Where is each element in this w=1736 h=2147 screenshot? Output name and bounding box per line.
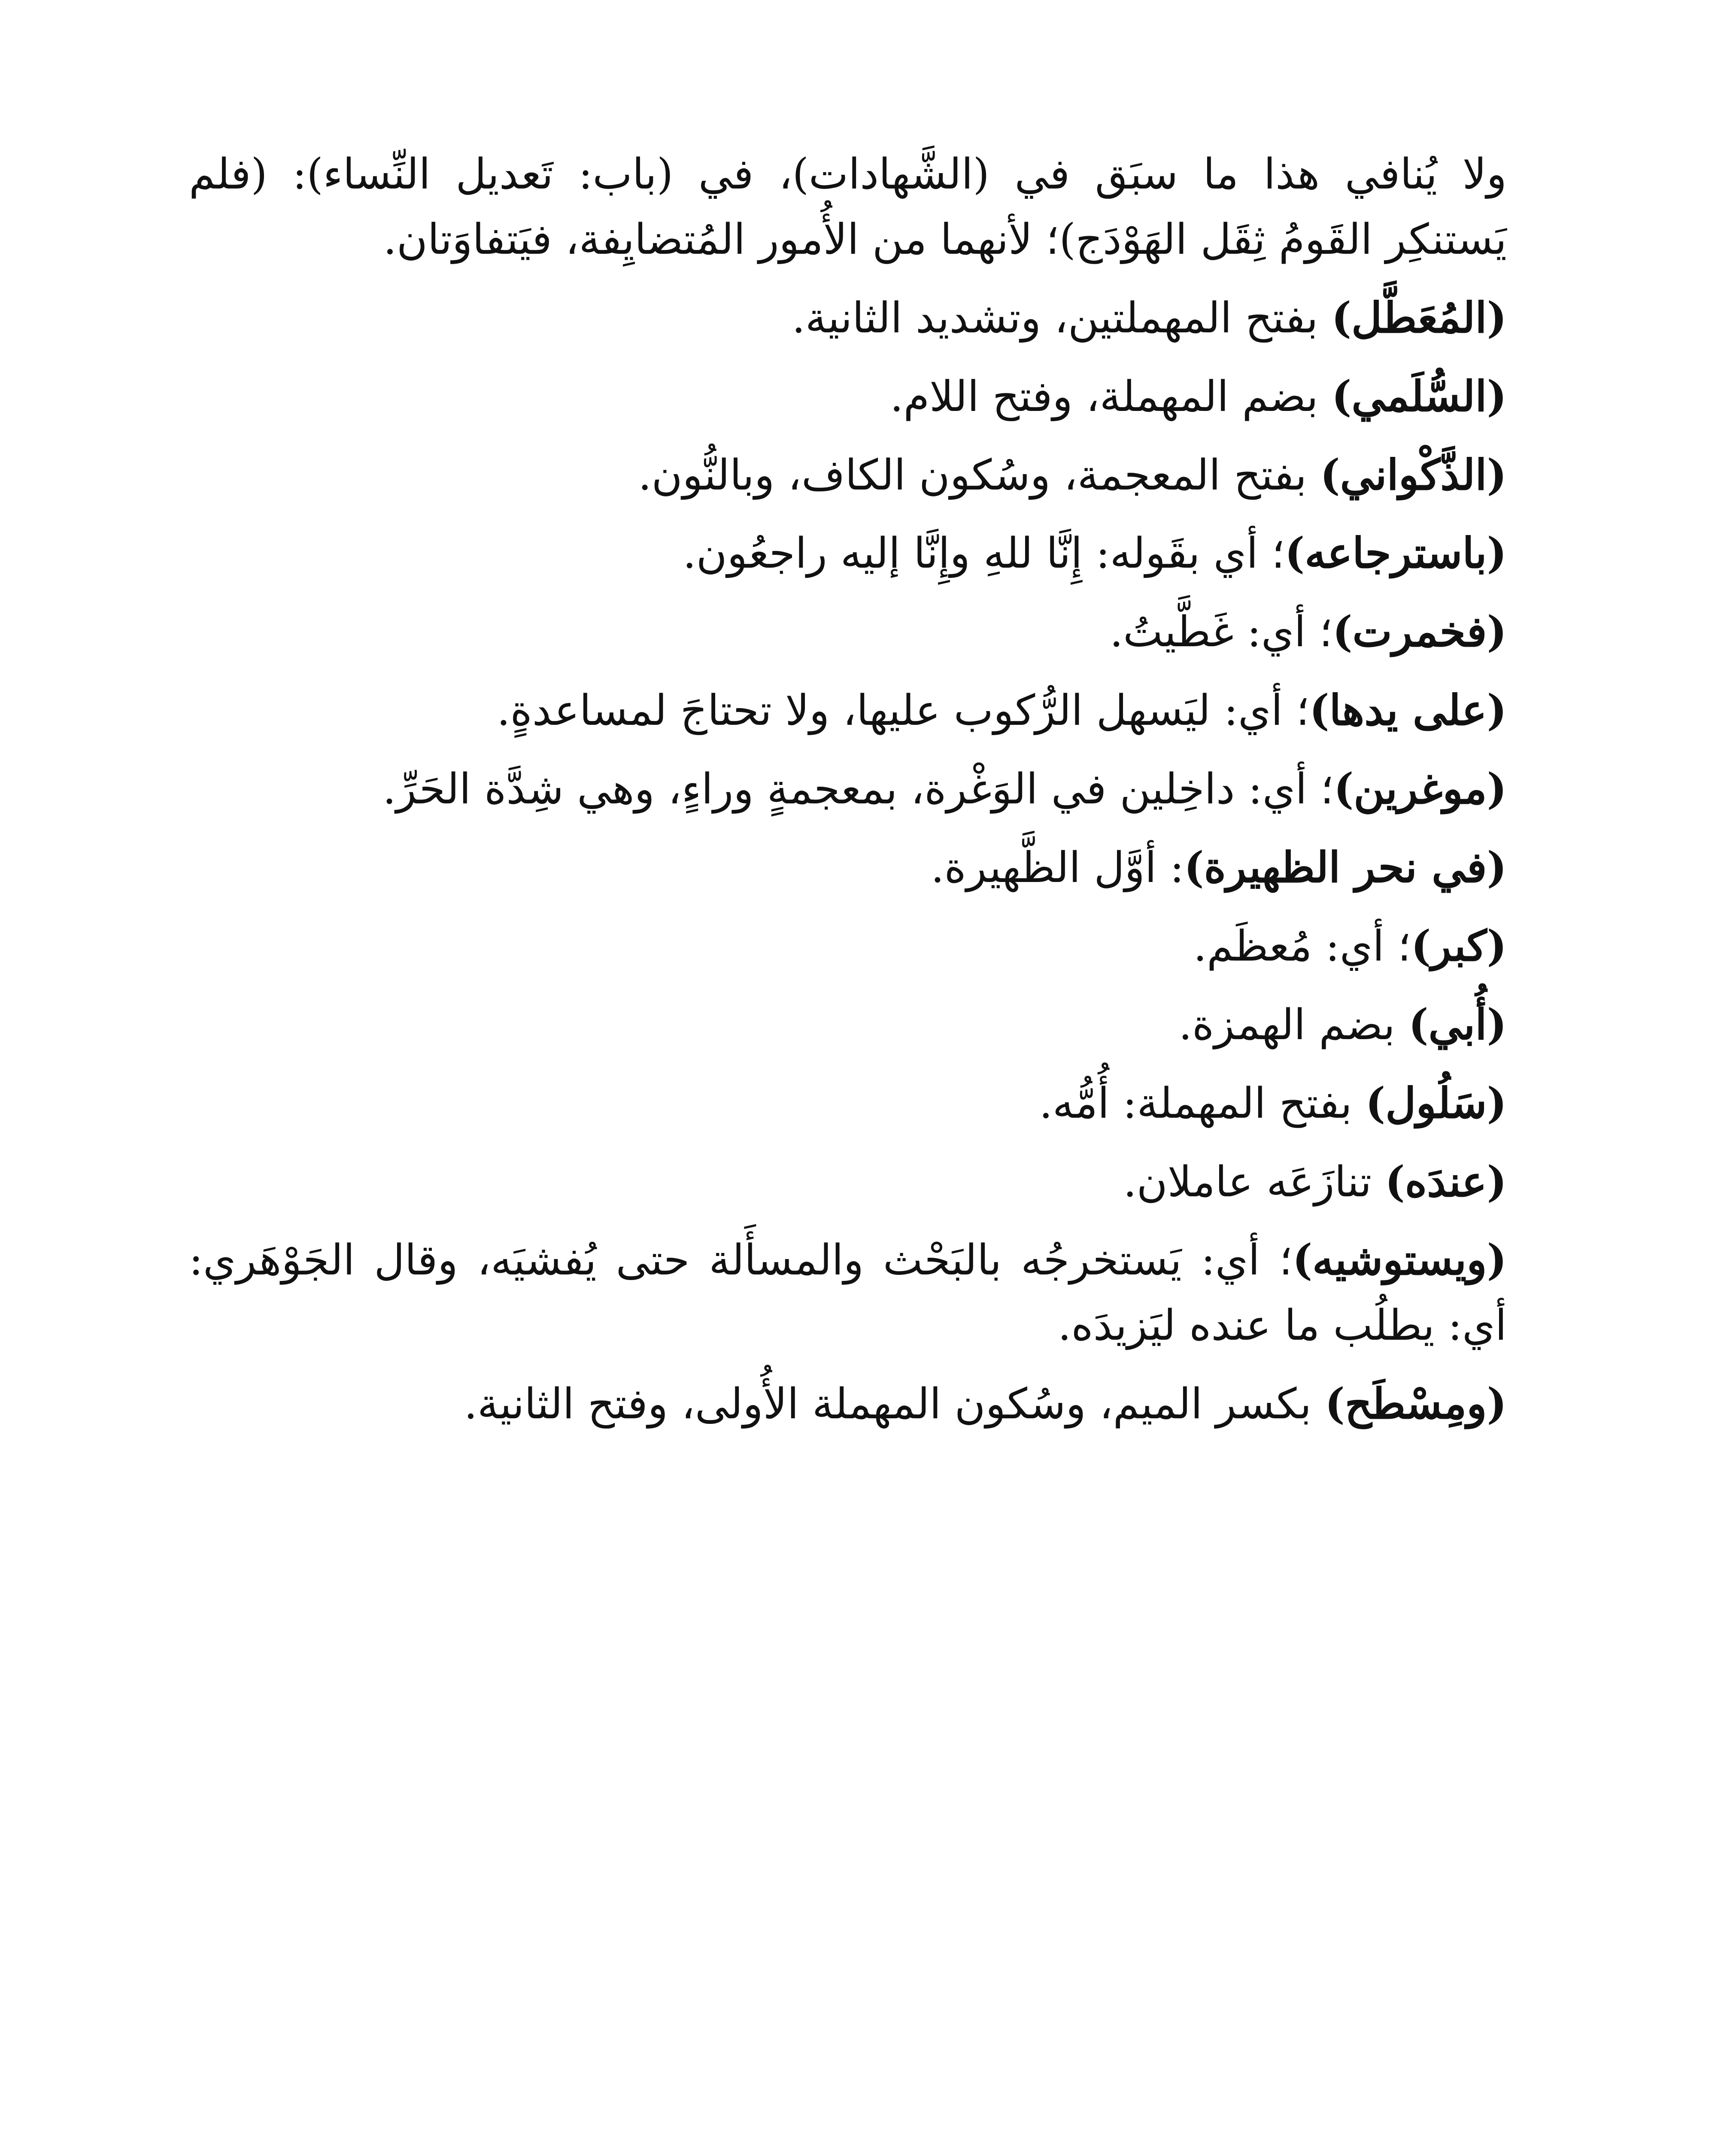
paragraph-10	[189, 914, 1507, 979]
paragraph-8	[189, 757, 1507, 822]
paragraph-1	[189, 142, 1507, 273]
term-8: (موغرين)	[1333, 764, 1507, 814]
gloss-1: ولا يُنافي هذا ما سبَق في (الشَّهادات)، في (باب: تَعديل النِّساء): (فلم يَستنكِر القَومُ ثِقَل الهَوْدَج)؛ لأنهما من الأُمور المُتضايِفة، فيَتفاوَتان.	[189, 150, 1507, 264]
paragraph-9	[189, 835, 1507, 901]
paragraph-13	[189, 1150, 1507, 1215]
page-body	[189, 142, 1507, 2147]
term-3: (السُّلَمي)	[1331, 371, 1507, 421]
paragraph-4	[189, 443, 1507, 508]
term-6: (فخمرت)	[1332, 607, 1507, 657]
gloss-13: تنازَعَه عاملان.	[1123, 1157, 1385, 1207]
gloss-8: ؛ أي: داخِلين في الوَغْرة، بمعجمةٍ وراءٍ، وهي شِدَّة الحَرِّ.	[382, 765, 1334, 814]
gloss-6: ؛ أي: غَطَّيتُ.	[1110, 608, 1333, 657]
term-14: (ويستوشيه)	[1292, 1235, 1507, 1285]
gloss-3: بضم المهملة، وفتح اللام.	[890, 372, 1332, 421]
term-4: (الذَّكْواني)	[1320, 450, 1507, 500]
gloss-11: بضم الهمزة.	[1178, 1000, 1409, 1049]
paragraph-3	[189, 364, 1507, 430]
gloss-4: بفتح المعجمة، وسُكون الكاف، وبالنُّون.	[638, 450, 1320, 500]
paragraph-14	[189, 1228, 1507, 1359]
term-12: (سَلُول)	[1365, 1078, 1507, 1128]
term-11: (أُبي)	[1408, 1000, 1507, 1049]
gloss-14: ؛ أي: يَستخرجُه بالبَحْث والمسأَلة حتى يُفشيَه، وقال الجَوْهَري: أي: يطلُب ما عنده ليَزيدَه.	[189, 1236, 1507, 1350]
gloss-5: ؛ أي بقَوله: إِنَّا للهِ وإِنَّا إليه راجعُون.	[683, 529, 1285, 578]
gloss-15: بكسر الميم، وسُكون المهملة الأُولى، وفتح الثانية.	[464, 1380, 1325, 1429]
paragraph-7	[189, 678, 1507, 744]
term-2: (المُعَطَّل)	[1331, 293, 1507, 343]
paragraph-12	[189, 1071, 1507, 1137]
paragraph-11	[189, 992, 1507, 1058]
term-13: (عندَه)	[1385, 1157, 1507, 1207]
paragraph-15	[189, 1372, 1507, 1437]
gloss-7: ؛ أي: ليَسهل الرُّكوب عليها، ولا تحتاجَ لمساعدةٍ.	[497, 686, 1310, 736]
gloss-10: ؛ أي: مُعظَم.	[1193, 921, 1411, 971]
gloss-9: : أوَّل الظَّهيرة.	[931, 843, 1184, 893]
paragraph-5	[189, 521, 1507, 587]
term-10: (كبر)	[1411, 921, 1507, 971]
term-5: (باسترجاعه)	[1284, 529, 1507, 578]
gloss-2: بفتح المهملتين، وتشديد الثانية.	[792, 293, 1332, 343]
paragraph-6	[189, 599, 1507, 665]
term-9: (في نحر الظهيرة)	[1184, 843, 1507, 893]
gloss-12: بفتح المهملة: أُمُّه.	[1039, 1079, 1366, 1128]
paragraph-2	[189, 286, 1507, 351]
term-15: (ومِسْطَح)	[1325, 1379, 1507, 1429]
term-7: (على يدها)	[1309, 686, 1507, 736]
